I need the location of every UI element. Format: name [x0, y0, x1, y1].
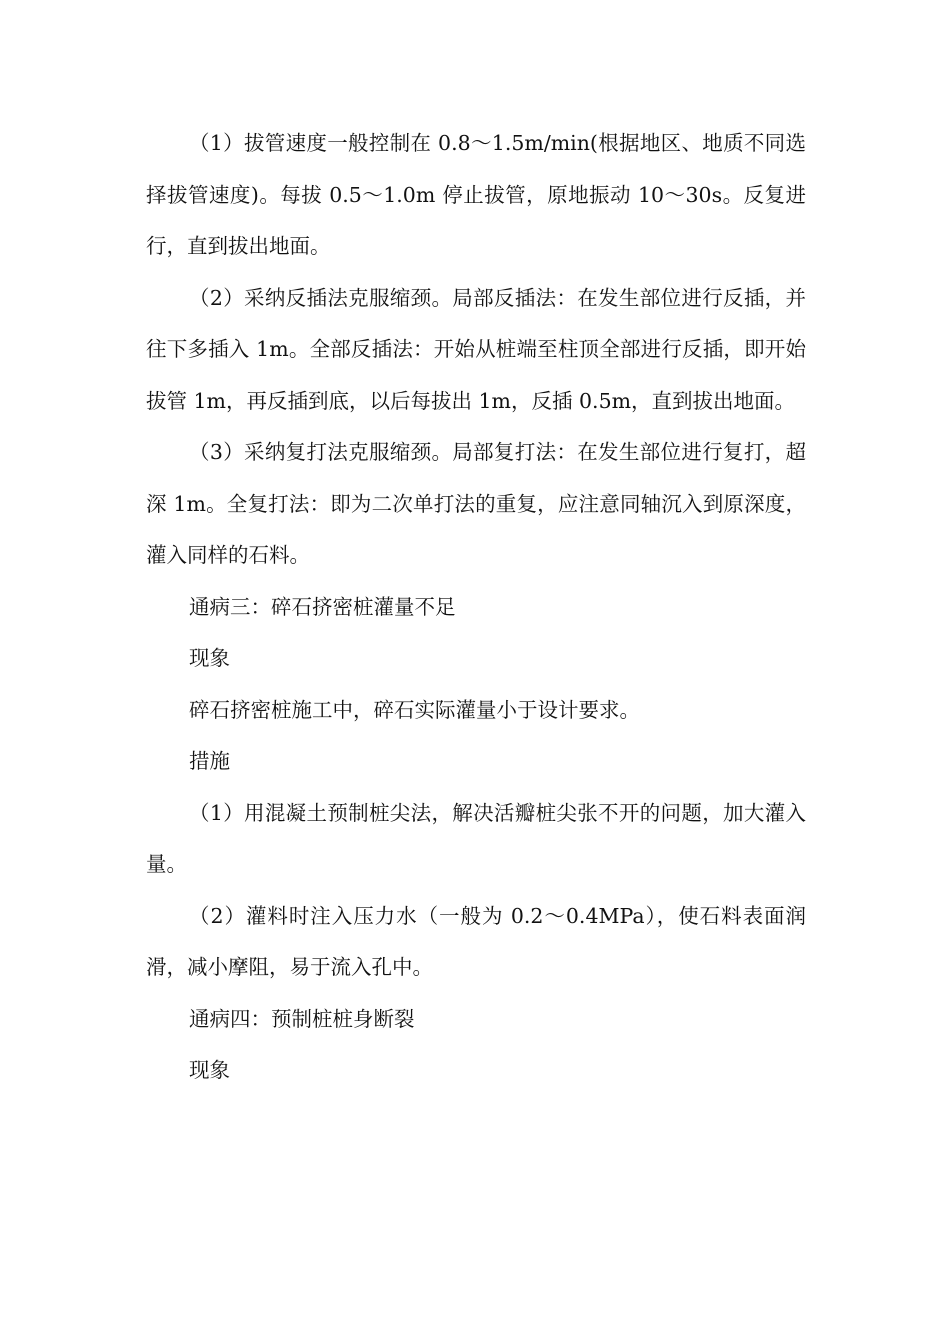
paragraph-re-driving: （3）采纳复打法克服缩颈。局部复打法：在发生部位进行复打，超深 1m。全复打法：即为二次单打法的重复，应注意同轴沉入到原深度，灌入同样的石料。	[146, 440, 806, 567]
heading-defect-four: 通病四：预制桩桩身断裂	[189, 1006, 415, 1031]
paragraph-phenomenon-description: 碎石挤密桩施工中，碎石实际灌量小于设计要求。	[189, 697, 640, 722]
paragraph-pull-speed: （1）拔管速度一般控制在 0.8～1.5m/min(根据地区、地质不同选择拔管速度)。每拔 0.5～1.0m 停止拔管，原地振动 10～30s。反复进行，直到拔出地面。	[146, 131, 806, 258]
paragraph-reverse-insertion: （2）采纳反插法克服缩颈。局部反插法：在发生部位进行反插，并往下多插入 1m。全部反插法：开始从桩端至柱顶全部进行反插，即开始拔管 1m，再反插到底，以后每拔出 1m，反插 0.5m，直到拔出地面。	[146, 285, 806, 413]
paragraph-measure-one: （1）用混凝土预制桩尖法，解决活瓣桩尖张不开的问题，加大灌入量。	[146, 800, 806, 876]
heading-phenomenon: 现象	[189, 646, 230, 670]
document-body	[146, 118, 806, 1097]
heading-phenomenon-two: 现象	[189, 1058, 230, 1082]
heading-defect-three: 通病三：碎石挤密桩灌量不足	[189, 594, 456, 619]
paragraph-measure-two: （2）灌料时注入压力水（一般为 0.2～0.4MPa），使石料表面润滑，减小摩阻，易于流入孔中。	[146, 903, 806, 979]
heading-measures: 措施	[189, 749, 230, 773]
